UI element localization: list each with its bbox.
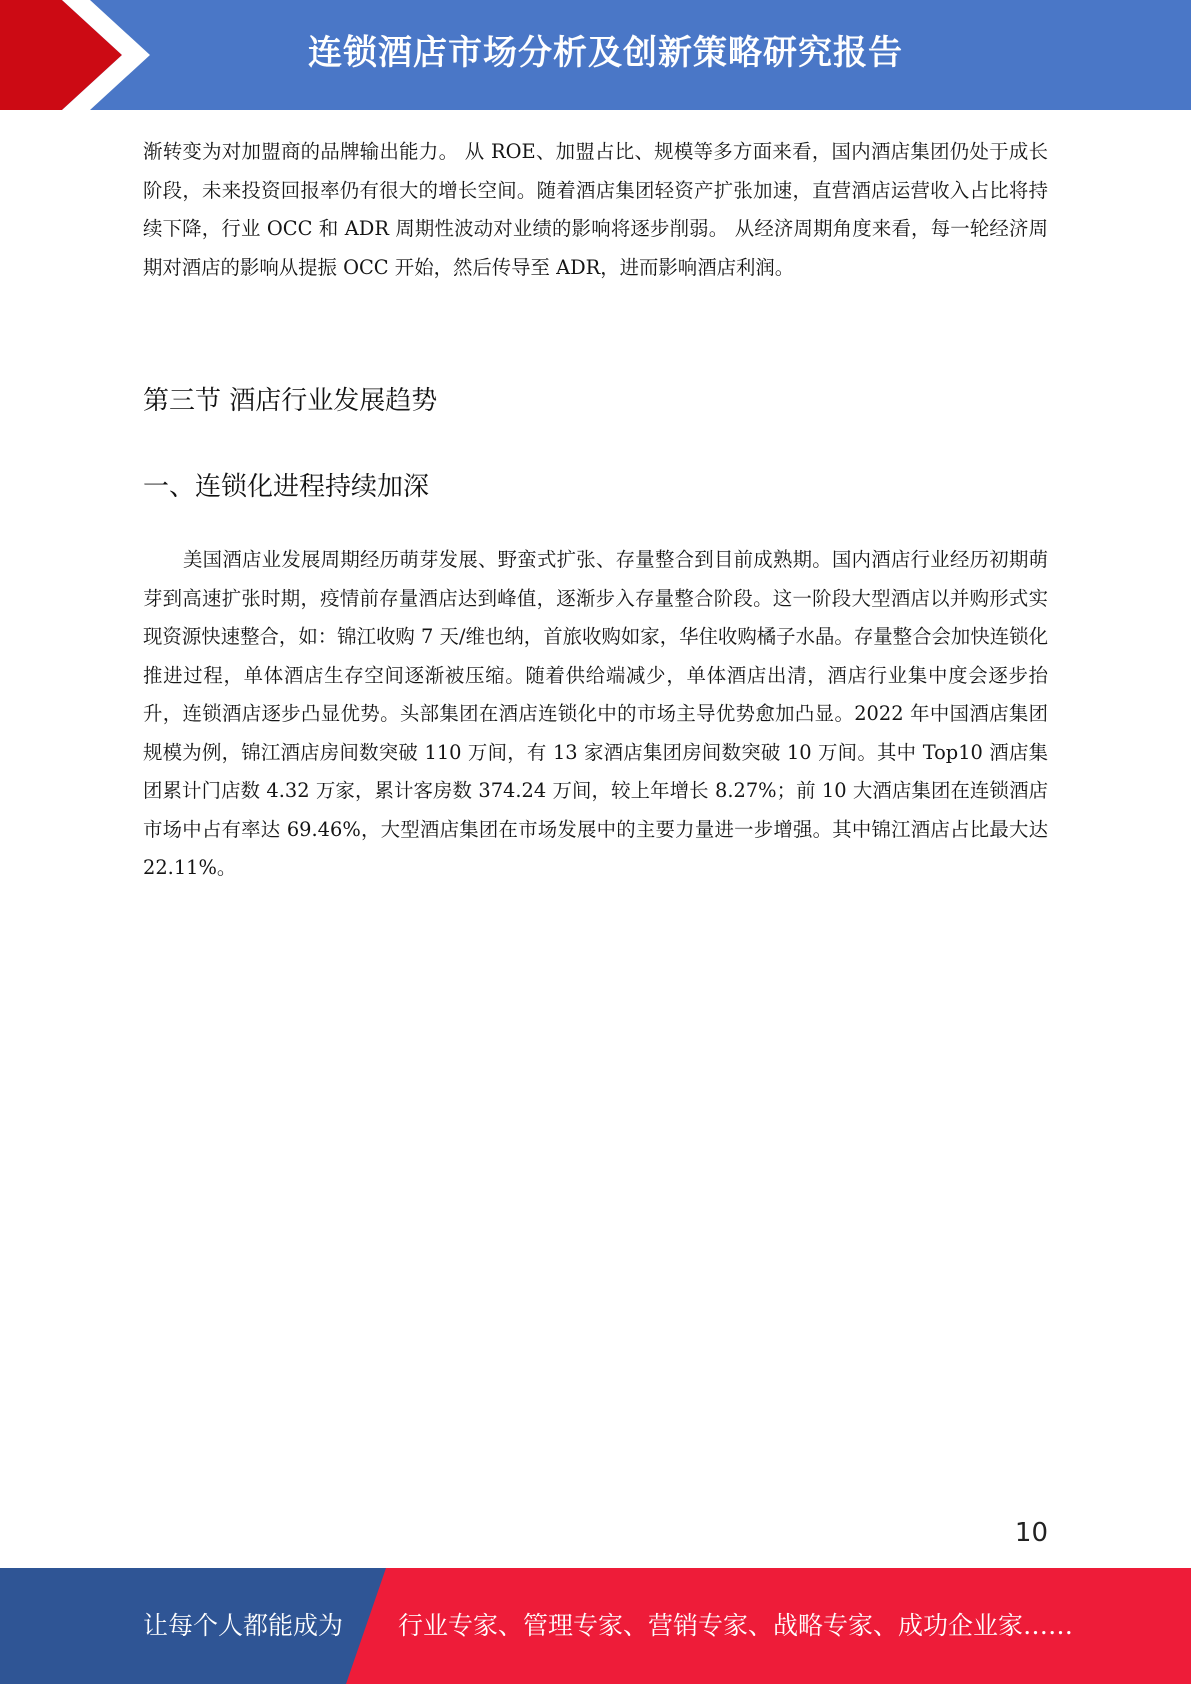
section-title: 第三节 酒店行业发展趋势 [143, 386, 438, 416]
subsection-title: 一、连锁化进程持续加深 [143, 472, 430, 502]
report-title: 连锁酒店市场分析及创新策略研究报告 [308, 33, 903, 73]
footer-slogan-left: 让每个人都能成为 [143, 1611, 344, 1640]
page-number: 10 [1014, 1518, 1048, 1548]
footer-slogan-right: 行业专家、管理专家、营销专家、战略专家、成功企业家…… [398, 1611, 1074, 1640]
body-paragraph-continued: 渐转变为对加盟商的品牌输出能力。 从 ROE、加盟占比、规模等多方面来看，国内酒店集团仍处于成长阶段，未来投资回报率仍有很大的增长空间。随着酒店集团轻资产扩张加速，直营酒店运营收入占比将持续下降，行业 OCC 和 ADR 周期性波动对业绩的影响将逐步削弱。 从经济周期角度来看，每一轮经济周期对酒店的影响从提振 OCC 开始，然后传导至 ADR，进而影响酒店利润。 [143, 140, 1048, 279]
page-footer [0, 1568, 1191, 1684]
page-header [0, 0, 1191, 110]
body-paragraph: 美国酒店业发展周期经历萌芽发展、野蛮式扩张、存量整合到目前成熟期。国内酒店行业经历初期萌芽到高速扩张时期，疫情前存量酒店达到峰值，逐渐步入存量整合阶段。这一阶段大型酒店以并购形式实现资源快速整合，如：锦江收购 7 天/维也纳，首旅收购如家，华住收购橘子水晶。存量整合会加快连锁化推进过程，单体酒店生存空间逐渐被压缩。随着供给端减少，单体酒店出清，酒店行业集中度会逐步抬升，连锁酒店逐步凸显优势。头部集团在酒店连锁化中的市场主导优势愈加凸显。2022 年中国酒店集团规模为例，锦江酒店房间数突破 110 万间，有 13 家酒店集团房间数突破 10 万间。其中 Top10 酒店集团累计门店数 4.32 万家，累计客房数 374.24 万间，较上年增长 8.27%；前 10 大酒店集团在连锁酒店市场中占有率达 69.46%，大型酒店集团在市场发展中的主要力量进一步增强。其中锦江酒店占比最大达 22.11%。 [143, 548, 1048, 879]
